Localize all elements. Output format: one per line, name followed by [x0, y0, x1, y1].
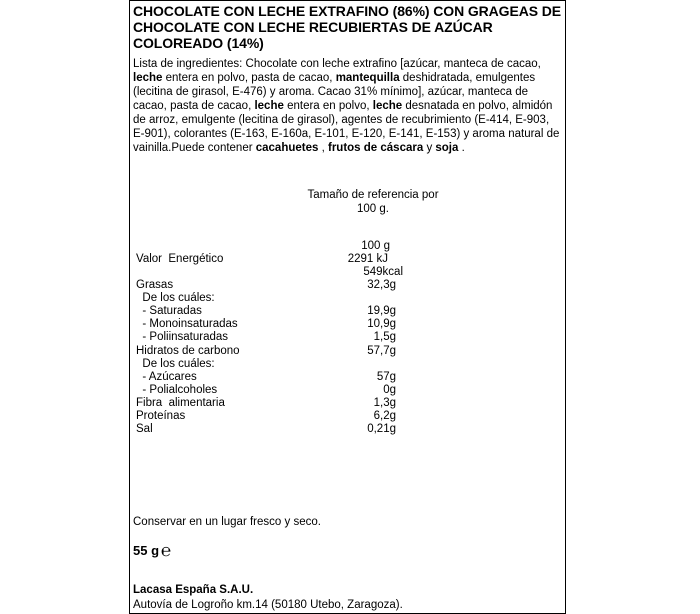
ingredient-text: entera en polvo, [283, 100, 373, 112]
allergen-text: leche [133, 72, 163, 84]
nutrition-row [136, 358, 396, 371]
net-weight [133, 543, 171, 559]
ingredient-text: deshidratada, emulgentes (lecitina de girasol, E-476) y aroma. Cacao 31% mínimo], azúcar, manteca de cacao, pasta de cacao, [133, 72, 536, 112]
allergen-text: leche [254, 100, 284, 112]
nutrition-column-header: 100 g [361, 240, 390, 252]
ingredient-text: entera en polvo, pasta de cacao, [162, 72, 336, 84]
nutrition-row [136, 423, 396, 436]
nutrient-value: 1,3g [373, 396, 396, 409]
nutrient-label: De los cuáles: [136, 292, 215, 305]
nutrient-value: 1,5g [373, 331, 396, 344]
nutrient-value: 57,7g [367, 344, 396, 357]
net-weight-value: 55 g [133, 543, 160, 558]
nutrient-label: - Azúcares [136, 370, 197, 383]
ingredients-list [133, 57, 561, 155]
nutrition-row [136, 318, 396, 331]
nutrient-value: 10,9g [367, 318, 396, 331]
ingredient-text: . [458, 142, 465, 154]
estimated-sign-icon: ℮ [161, 541, 172, 560]
nutrient-label: Sal [136, 423, 153, 436]
allergen-text: cacahuetes [255, 142, 319, 154]
nutrient-label: - Polialcoholes [136, 383, 218, 396]
nutrient-label: Grasas [136, 279, 174, 291]
nutrient-value: 0,21g [367, 423, 396, 436]
nutrition-row [136, 345, 396, 358]
top-border [129, 0, 566, 1]
nutrition-row [136, 410, 396, 423]
nutrient-value: 0g [383, 383, 396, 396]
nutrient-label: - Saturadas [136, 305, 202, 318]
nutrition-row [136, 331, 396, 344]
reference-size-label: Tamaño de referencia por 100 g. [307, 189, 439, 215]
nutrient-label: De los cuáles: [136, 357, 215, 370]
nutrient-label: - Poliinsaturadas [136, 331, 229, 344]
energy-kj: 2291 kJ [347, 253, 388, 265]
allergen-text: soja [435, 142, 459, 154]
nutrition-row [136, 384, 396, 397]
nutrient-label: Proteínas [136, 410, 186, 422]
ingredient-text: , [318, 142, 328, 154]
nutrient-value: 32,3g [367, 279, 396, 291]
product-title: CHOCOLATE CON LECHE EXTRAFINO (86%) CON GRAGEAS DE CHOCOLATE CON LECHE RECUBIERTAS DE AZÚCAR COLOREADO (14%) [133, 3, 561, 51]
energy-kcal: 549kcal [363, 266, 403, 278]
nutrition-row [136, 292, 396, 305]
ingredient-text: Lista de ingredientes: Chocolate con leche extrafino [azúcar, manteca de cacao, [133, 58, 541, 70]
nutrient-label: Fibra alimentaria [136, 396, 225, 409]
nutrition-row [136, 279, 396, 292]
allergen-text: leche [372, 100, 403, 112]
nutrition-row [136, 371, 396, 384]
company-name: Lacasa España S.A.U. [133, 584, 254, 596]
nutrient-label: Hidratos de carbono [136, 344, 240, 357]
ingredient-text: y [423, 142, 436, 154]
nutrient-value: 19,9g [367, 305, 396, 318]
nutrient-value: 57g [376, 370, 396, 383]
energy-label: Valor Energético [136, 253, 224, 265]
company-address: Autovía de Logroño km.14 (50180 Utebo, Zaragoza). [133, 599, 403, 611]
allergen-text: frutos de cáscara [328, 142, 424, 154]
storage-instructions: Conservar en un lugar fresco y seco. [133, 516, 321, 528]
nutrient-value: 6,2g [373, 410, 396, 422]
ingredient-text: desnatada en polvo, almidón de arroz, emulgente (lecitina de girasol), agentes de recubrimiento (E-414, E-903, E-901), colorantes (E-163, E-160a, E-101, E-120, E-141, E-153) y aroma natural de vainilla.Puede contener [133, 100, 560, 154]
energy-row [136, 253, 396, 266]
nutrient-label: - Monoinsaturadas [136, 318, 238, 331]
allergen-text: mantequilla [335, 72, 400, 84]
nutrition-row [136, 305, 396, 318]
nutrition-row [136, 397, 396, 410]
